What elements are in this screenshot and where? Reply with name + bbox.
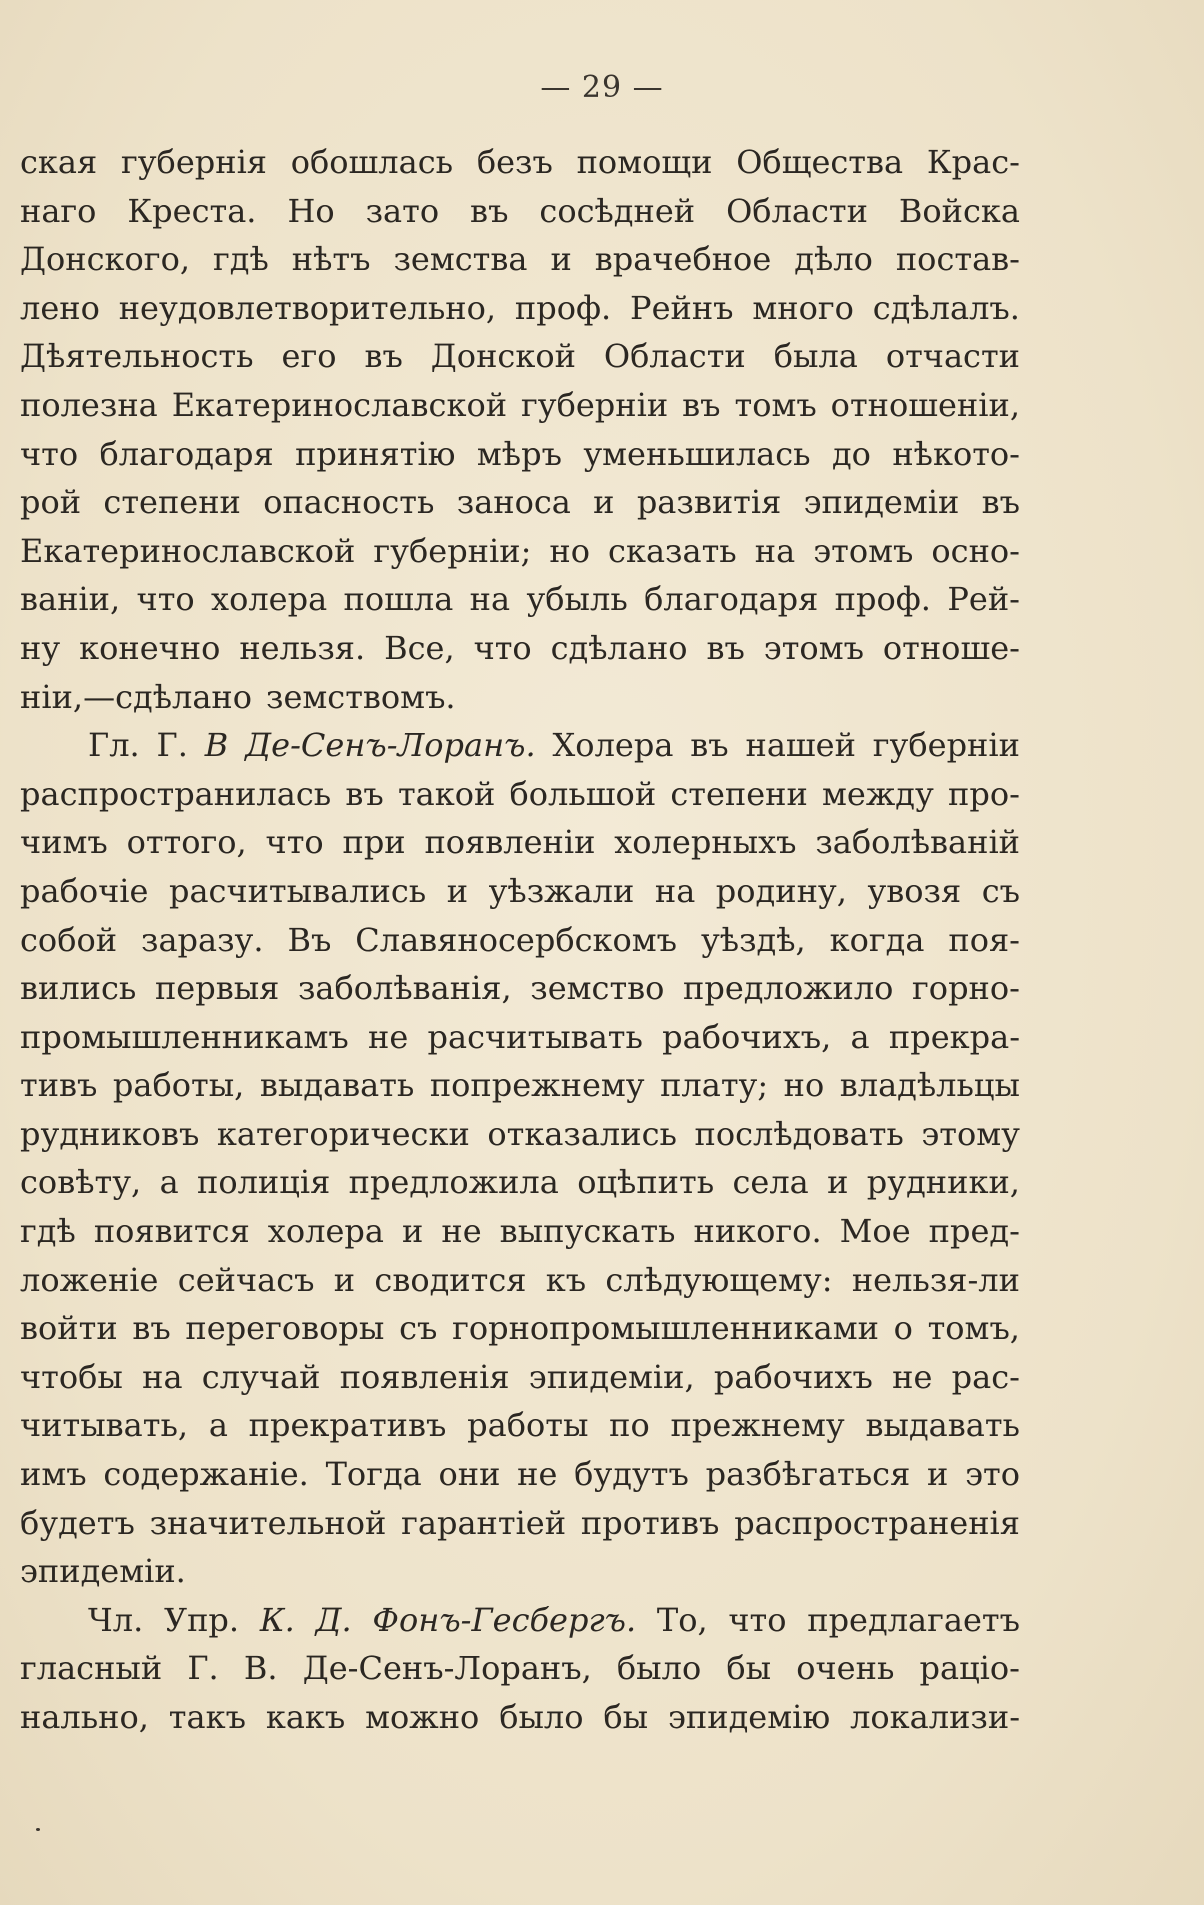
word: въ <box>690 726 729 765</box>
word: предлагаетъ <box>807 1600 1020 1639</box>
word: съ <box>399 1309 438 1348</box>
word: зато <box>365 191 440 230</box>
word: Все, <box>384 628 455 667</box>
word: они <box>438 1455 501 1494</box>
word: губернія <box>120 143 267 181</box>
word: Дѣятельность <box>20 337 254 376</box>
word: содержаніе. <box>103 1455 309 1494</box>
word: и <box>927 1455 949 1494</box>
word: Екатеринославской <box>20 531 356 570</box>
word: эпидемію <box>668 1698 831 1736</box>
text-line <box>20 916 1020 965</box>
word: на <box>142 1357 183 1396</box>
word: работы, <box>112 1066 245 1105</box>
word: нельзя. <box>239 628 366 667</box>
word: осно- <box>931 531 1020 570</box>
word: заболѣваній <box>815 823 1020 862</box>
word: ваніи, <box>20 580 121 619</box>
word: къ <box>545 1260 587 1299</box>
text-line <box>20 284 1020 333</box>
word: когда <box>829 920 925 959</box>
text-line <box>20 1158 1020 1207</box>
word: гласный <box>20 1649 163 1688</box>
word: работы <box>467 1406 589 1445</box>
word: пошла <box>343 580 454 619</box>
word: владѣльцы <box>839 1066 1020 1105</box>
word: въ <box>981 483 1020 522</box>
word: безъ <box>476 143 553 181</box>
word: Г. <box>156 726 188 765</box>
text-line <box>20 1013 1020 1062</box>
word: убыль <box>526 580 628 619</box>
text-line <box>20 1547 1020 1596</box>
word: Войска <box>898 191 1020 230</box>
word: была <box>773 337 858 376</box>
word: появленія <box>339 1357 510 1396</box>
word: поя- <box>948 920 1020 959</box>
speaker-name-word: К. <box>259 1600 295 1639</box>
word: холера <box>211 580 328 619</box>
word: войти <box>20 1309 118 1348</box>
word: холера <box>267 1212 384 1251</box>
word: его <box>281 337 337 376</box>
word: эпидеміи <box>803 483 960 522</box>
word: бы <box>726 1649 772 1688</box>
word: Области <box>603 337 746 376</box>
word: эпидеміи, <box>528 1357 695 1396</box>
word: локализи- <box>850 1698 1020 1736</box>
word: томъ <box>734 385 817 424</box>
word: но <box>783 1066 825 1105</box>
word: а <box>850 1017 870 1056</box>
text-line <box>20 1304 1020 1353</box>
word: тивъ <box>20 1066 98 1105</box>
text-line <box>20 187 1020 236</box>
word: села <box>732 1163 809 1202</box>
text-line <box>20 1110 1020 1159</box>
word: губерніи <box>872 726 1020 765</box>
word: въ <box>132 1309 171 1348</box>
word: сдѣлано <box>550 628 688 667</box>
word: было <box>616 1649 702 1688</box>
body-text <box>20 138 1020 1742</box>
word: степени <box>670 774 808 813</box>
word: прекративъ <box>248 1406 447 1445</box>
word: выдавать <box>259 1066 415 1105</box>
text-line <box>20 478 1020 527</box>
word: Области <box>726 191 868 230</box>
word: много <box>752 288 854 327</box>
word: нѣкото- <box>892 434 1020 473</box>
word: нѣтъ <box>291 240 371 279</box>
text-line <box>20 624 1020 673</box>
word: То, <box>656 1600 708 1639</box>
word: Донской <box>430 337 576 376</box>
word: сосѣдней <box>539 191 696 230</box>
text-line <box>20 1644 1020 1693</box>
word: отказались <box>487 1114 677 1153</box>
word: нельзя-ли <box>851 1260 1020 1299</box>
word: Гл. <box>88 726 140 765</box>
word: и <box>333 1260 356 1299</box>
text-line <box>20 138 1020 187</box>
word: не <box>368 1017 409 1056</box>
word: было <box>499 1698 584 1736</box>
word: отчасти <box>885 337 1020 376</box>
text-line <box>20 1450 1020 1499</box>
word: противъ <box>580 1503 720 1542</box>
word: что <box>728 1600 787 1639</box>
text-line <box>20 818 1020 867</box>
word: не <box>892 1357 933 1396</box>
word: прекра- <box>888 1017 1020 1056</box>
word: оттого, <box>126 823 247 862</box>
word: этому <box>921 1114 1020 1153</box>
word: можно <box>365 1698 480 1736</box>
word: Тогда <box>325 1455 422 1494</box>
word: принятію <box>295 434 456 473</box>
text-line <box>20 381 1020 430</box>
speaker-name-word: Де-Сенъ-Лоранъ. <box>245 726 536 765</box>
word: Креста. <box>127 191 257 230</box>
word: ская <box>20 143 98 181</box>
word: уменьшилась <box>583 434 811 473</box>
word: Упр. <box>163 1600 240 1639</box>
word: очень <box>796 1649 895 1688</box>
word: томъ, <box>927 1309 1020 1348</box>
word: вились <box>20 969 137 1008</box>
word: выдавать <box>865 1406 1020 1445</box>
word: Г. <box>187 1649 219 1688</box>
word: увозя <box>867 871 962 910</box>
word: расчитывались <box>168 871 427 910</box>
word: Екатеринославской <box>171 385 508 424</box>
word: наго <box>20 191 97 230</box>
word: проф. <box>834 580 931 619</box>
speaker-name-word: Фонъ-Гесбергъ. <box>372 1600 637 1639</box>
word: чтобы <box>20 1357 123 1396</box>
word: чимъ <box>20 823 108 862</box>
word: сказать <box>608 531 737 570</box>
word: рудники, <box>866 1163 1020 1202</box>
word: лено <box>20 288 100 327</box>
word: неудовлетворительно, <box>118 288 497 327</box>
text-line <box>20 1061 1020 1110</box>
word: что <box>136 580 195 619</box>
word: что <box>20 434 79 473</box>
word: пред- <box>928 1212 1020 1251</box>
word: распространенія <box>734 1503 1020 1542</box>
word: Де-Сенъ-Лоранъ, <box>302 1649 592 1688</box>
word: и <box>401 1212 424 1251</box>
word: въ <box>706 628 745 667</box>
text-line <box>20 964 1020 1013</box>
text-line <box>20 1207 1020 1256</box>
text-line <box>20 1499 1020 1548</box>
word: земствомъ. <box>265 677 456 716</box>
word: Холера <box>552 726 674 765</box>
word: Но <box>287 191 335 230</box>
text-line <box>20 430 1020 479</box>
word: большой <box>509 774 657 813</box>
page-number: — 29 — <box>540 70 664 105</box>
word: рас- <box>951 1357 1020 1396</box>
word: попрежнему <box>429 1066 645 1105</box>
word: не <box>517 1455 558 1494</box>
word: переговоры <box>185 1309 385 1348</box>
word: гдѣ <box>213 240 269 279</box>
word: этомъ <box>813 531 914 570</box>
ink-speck <box>36 1828 40 1831</box>
word: послѣдовать <box>694 1114 904 1153</box>
word: помощи <box>576 143 713 181</box>
word: въ <box>682 385 721 424</box>
word: Рей- <box>947 580 1020 619</box>
speaker-name-word: Д. <box>315 1600 352 1639</box>
word: плату; <box>660 1066 769 1105</box>
word: между <box>822 774 934 813</box>
word: уѣздѣ, <box>700 920 806 959</box>
word: будетъ <box>20 1503 135 1542</box>
text-line <box>20 575 1020 624</box>
word: оцѣпить <box>577 1163 715 1202</box>
text-line <box>20 1353 1020 1402</box>
word: что <box>473 628 532 667</box>
text-line <box>20 1693 1020 1742</box>
word: В. <box>243 1649 278 1688</box>
word: проф. <box>514 288 612 327</box>
word: имъ <box>20 1455 87 1494</box>
word: совѣту, <box>20 1163 142 1202</box>
word: ніи,—сдѣлано <box>20 677 252 716</box>
word: Общества <box>736 143 904 181</box>
word: горнопромышленниками <box>452 1309 879 1348</box>
word: собой <box>20 920 118 959</box>
word: разбѣгаться <box>705 1455 911 1494</box>
text-line <box>20 332 1020 381</box>
word: о <box>893 1309 913 1348</box>
word: что <box>265 823 324 862</box>
word: земства <box>393 240 528 279</box>
word: уѣзжали <box>488 871 635 910</box>
text-line <box>20 867 1020 916</box>
word: рудниковъ <box>20 1114 200 1153</box>
text-line <box>20 1401 1020 1450</box>
word: на <box>654 871 696 910</box>
text-line <box>20 770 1020 819</box>
word: заболѣванія, <box>297 969 512 1008</box>
word: будутъ <box>574 1455 689 1494</box>
word: мѣръ <box>476 434 562 473</box>
word: слѣдующему: <box>605 1260 833 1299</box>
word: какъ <box>265 1698 346 1736</box>
word: предложило <box>683 969 894 1008</box>
word: рой <box>20 483 82 522</box>
text-line <box>20 1256 1020 1305</box>
word: расчитывать <box>427 1017 643 1056</box>
word: появится <box>93 1212 250 1251</box>
word: отноше- <box>882 628 1020 667</box>
word: такой <box>397 774 496 813</box>
word: по <box>609 1406 650 1445</box>
word: степени <box>103 483 241 522</box>
word: распространилась <box>20 774 332 813</box>
speaker-name-word: В <box>204 726 229 765</box>
word: заразу. <box>140 920 264 959</box>
word: гарантіей <box>401 1503 567 1542</box>
word: родину, <box>715 871 847 910</box>
word: дѣло <box>794 240 873 279</box>
word: не <box>441 1212 482 1251</box>
word: бы <box>603 1698 649 1736</box>
word: обошлась <box>290 143 454 181</box>
word: появленіи <box>424 823 596 862</box>
word: случай <box>201 1357 321 1396</box>
word: благодаря <box>644 580 819 619</box>
word: значительной <box>149 1503 387 1542</box>
text-line <box>20 673 1020 722</box>
word: сейчасъ <box>177 1260 315 1299</box>
word: рабочихъ, <box>662 1017 832 1056</box>
word: про- <box>948 774 1020 813</box>
word: ну <box>20 628 61 667</box>
word: предложила <box>348 1163 559 1202</box>
word: съ <box>981 871 1020 910</box>
word: Крас- <box>926 143 1020 181</box>
word: нально, <box>20 1698 149 1736</box>
word: на <box>469 580 511 619</box>
word: такъ <box>168 1698 246 1736</box>
word: въ <box>364 337 403 376</box>
word: отношеніи, <box>830 385 1020 424</box>
word: губерніи <box>521 385 669 424</box>
word: и <box>593 483 615 522</box>
word: промышленникамъ <box>20 1017 349 1056</box>
word: рабочіе <box>20 871 149 910</box>
word: заноса <box>456 483 571 522</box>
word: категорически <box>216 1114 470 1153</box>
word: прежнему <box>670 1406 845 1445</box>
word: развитія <box>636 483 782 522</box>
word: выпускать <box>499 1212 676 1251</box>
word: Чл. <box>88 1600 144 1639</box>
word: Мое <box>839 1212 911 1251</box>
word: Въ <box>287 920 332 959</box>
word: первыя <box>154 969 280 1008</box>
paragraph-first-line <box>20 1596 1020 1645</box>
word: этомъ <box>763 628 864 667</box>
word: а <box>159 1163 179 1202</box>
word: Донского, <box>20 240 190 279</box>
word: раціо- <box>919 1649 1020 1688</box>
word: сводится <box>374 1260 527 1299</box>
word: никого. <box>693 1212 822 1251</box>
word: на <box>754 531 796 570</box>
word: горно- <box>912 969 1020 1008</box>
word: врачебное <box>594 240 772 279</box>
paragraph-first-line <box>20 721 1020 770</box>
word: губерніи; <box>373 531 532 570</box>
word: нашей <box>745 726 856 765</box>
word: полиція <box>197 1163 331 1202</box>
word: при <box>342 823 406 862</box>
word: полезна <box>20 385 158 424</box>
word: и <box>827 1163 849 1202</box>
word: опасность <box>263 483 435 522</box>
word: Рейнъ <box>630 288 734 327</box>
word: Славяносербскомъ <box>355 920 678 959</box>
word: и <box>550 240 572 279</box>
word: это <box>965 1455 1020 1494</box>
word: сдѣлалъ. <box>872 288 1020 327</box>
word: холерныхъ <box>614 823 797 862</box>
word: а <box>208 1406 228 1445</box>
word: постав- <box>895 240 1020 279</box>
word: и <box>446 871 469 910</box>
text-line <box>20 527 1020 576</box>
word: до <box>831 434 871 473</box>
word: ложеніе <box>20 1260 159 1299</box>
word: гдѣ <box>20 1212 76 1251</box>
word: въ <box>345 774 384 813</box>
word: земство <box>530 969 665 1008</box>
word: конечно <box>79 628 221 667</box>
word: но <box>549 531 590 570</box>
text-line <box>20 235 1020 284</box>
word: эпидеміи. <box>20 1552 186 1591</box>
word: рабочихъ <box>713 1357 873 1396</box>
word: благодаря <box>99 434 274 473</box>
word: читывать, <box>20 1406 189 1445</box>
word: въ <box>470 191 509 230</box>
